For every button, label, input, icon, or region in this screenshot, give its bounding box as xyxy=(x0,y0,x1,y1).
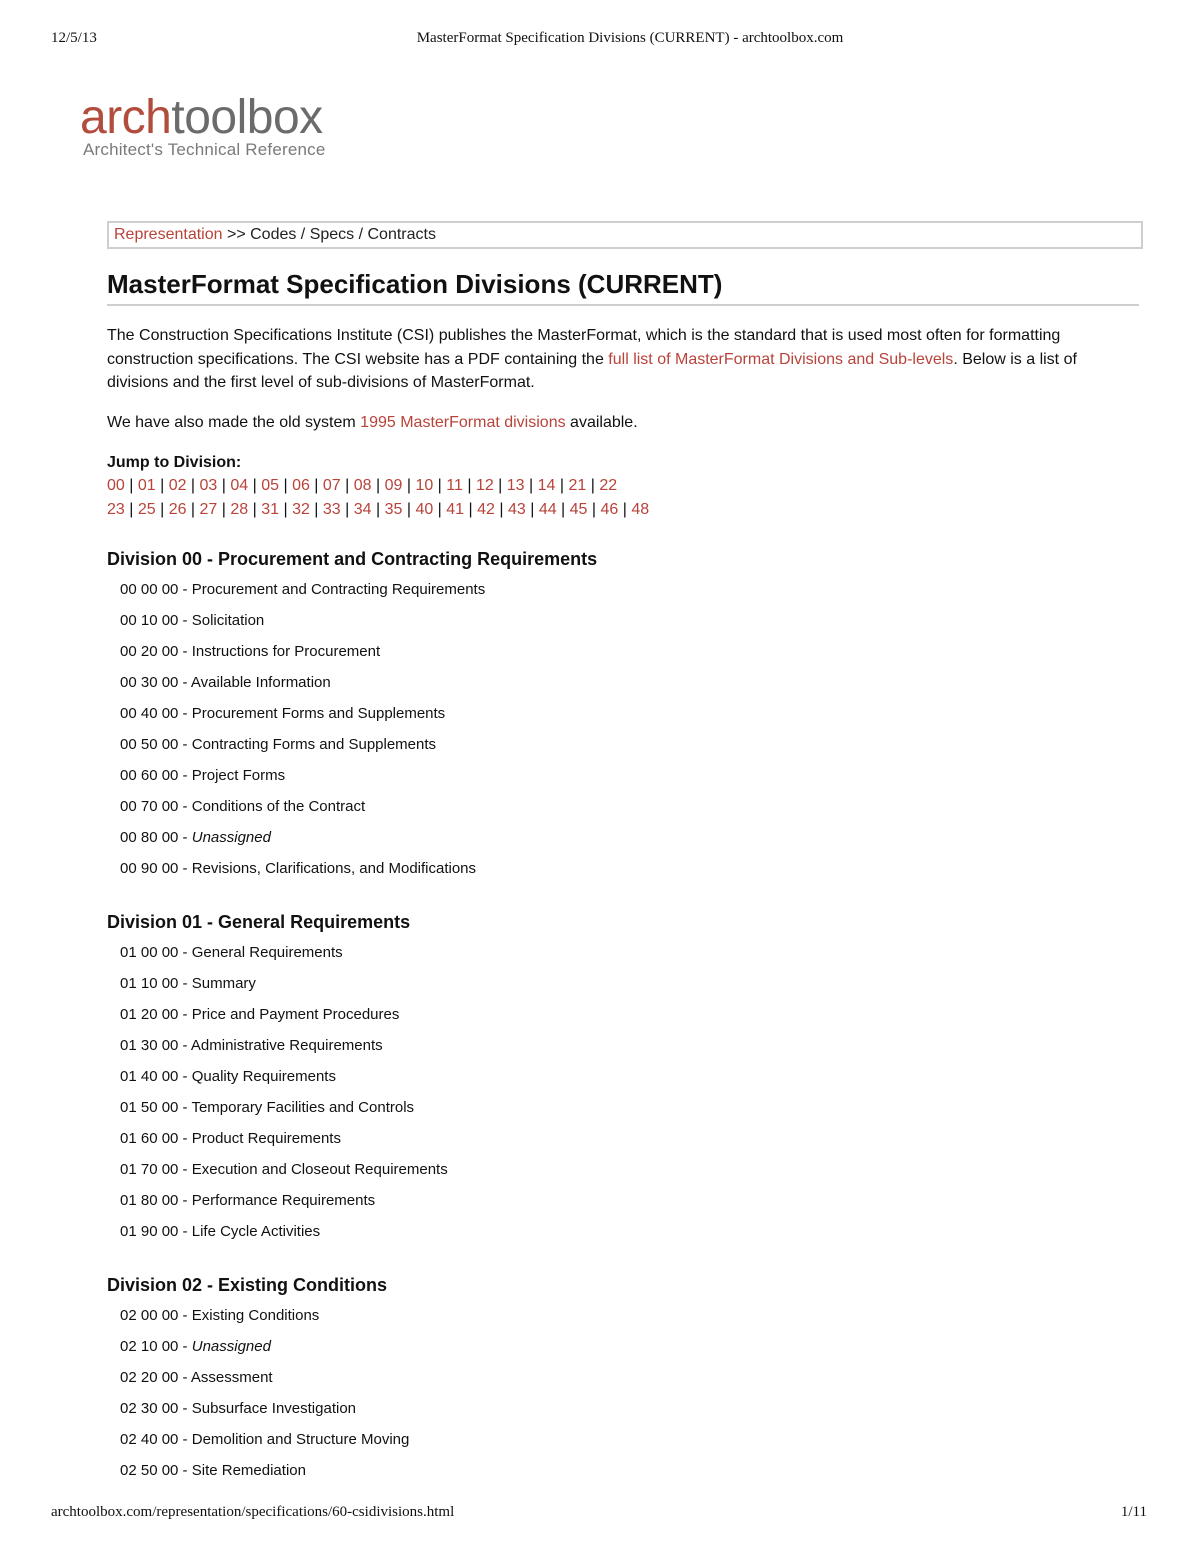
breadcrumb-current: Codes / Specs / Contracts xyxy=(250,226,436,243)
subdivision-dash: - xyxy=(178,1338,192,1355)
logo-toolbox: toolbox xyxy=(171,91,323,144)
jump-separator: | xyxy=(186,500,200,518)
jump-link-10[interactable]: 10 xyxy=(415,477,434,494)
subdivision-name: Demolition and Structure Moving xyxy=(191,1431,410,1448)
jump-link-28[interactable]: 28 xyxy=(230,500,249,518)
subdivision-dash: - xyxy=(178,1369,191,1386)
subdivision-item xyxy=(120,636,1139,667)
logo-arch: arch xyxy=(80,91,172,144)
subdivision-name: Revisions, Clarifications, and Modifications xyxy=(191,860,477,877)
jump-separator: | xyxy=(309,500,323,518)
print-date: 12/5/13 xyxy=(51,30,97,46)
jump-separator: | xyxy=(433,477,447,494)
old-system-paragraph xyxy=(107,411,1139,434)
subdivision-item xyxy=(120,1030,1139,1061)
jump-links-row-1 xyxy=(107,474,1139,498)
jump-separator: | xyxy=(124,500,138,518)
subdivision-name: Life Cycle Activities xyxy=(191,1223,321,1240)
subdivision-item xyxy=(120,1061,1139,1092)
jump-link-27[interactable]: 27 xyxy=(199,500,218,518)
subdivision-item xyxy=(120,937,1139,968)
subdivision-dash: - xyxy=(178,1192,192,1209)
subdivision-dash: - xyxy=(178,1400,192,1417)
subdivision-item xyxy=(120,667,1139,698)
jump-link-01[interactable]: 01 xyxy=(137,477,156,494)
jump-separator: | xyxy=(402,500,416,518)
print-title: MasterFormat Specification Divisions (CURRENT) - archtoolbox.com xyxy=(416,30,844,46)
subdivision-name: Procurement and Contracting Requirements xyxy=(191,581,486,598)
subdivision-item xyxy=(120,1092,1139,1123)
jump-link-43[interactable]: 43 xyxy=(507,500,526,518)
subdivision-item xyxy=(120,1362,1139,1393)
jump-link-02[interactable]: 02 xyxy=(168,477,187,494)
subdivision-name: Project Forms xyxy=(191,767,286,784)
jump-link-35[interactable]: 35 xyxy=(384,500,403,518)
subdivision-item xyxy=(120,605,1139,636)
subdivision-code: 00 60 00 xyxy=(120,767,179,784)
jump-separator: | xyxy=(556,500,570,518)
subdivision-name: General Requirements xyxy=(191,944,343,961)
subdivision-item xyxy=(120,1331,1139,1362)
also-text-before: We have also made the old system xyxy=(107,413,361,431)
jump-link-23[interactable]: 23 xyxy=(107,500,125,518)
jump-separator: | xyxy=(186,477,200,494)
jump-to-division xyxy=(107,451,1139,522)
subdivision-name: Procurement Forms and Supplements xyxy=(191,705,446,722)
subdivision-item xyxy=(120,1300,1139,1331)
subdivision-dash: - xyxy=(178,767,192,784)
jump-link-25[interactable]: 25 xyxy=(137,500,156,518)
jump-separator: | xyxy=(433,500,447,518)
subdivision-code: 01 90 00 xyxy=(120,1223,179,1240)
subdivision-item xyxy=(120,853,1139,884)
subdivision-code: 01 40 00 xyxy=(120,1068,179,1085)
jump-separator: | xyxy=(279,500,293,518)
jump-separator: | xyxy=(618,500,632,518)
subdivision-name: Execution and Closeout Requirements xyxy=(191,1161,448,1178)
jump-links-row-2 xyxy=(107,498,1139,522)
jump-separator: | xyxy=(248,477,262,494)
jump-label: Jump to Division: xyxy=(107,453,242,471)
subdivision-item xyxy=(120,760,1139,791)
subdivision-dash: - xyxy=(178,1068,192,1085)
jump-link-21[interactable]: 21 xyxy=(568,477,587,494)
jump-link-05[interactable]: 05 xyxy=(261,477,280,494)
jump-link-22[interactable]: 22 xyxy=(599,477,618,494)
subdivision-item xyxy=(120,698,1139,729)
subdivision-dash: - xyxy=(178,1161,192,1178)
jump-link-44[interactable]: 44 xyxy=(538,500,557,518)
jump-link-46[interactable]: 46 xyxy=(600,500,619,518)
page-title: MasterFormat Specification Divisions (CURRENT) xyxy=(107,268,1139,306)
jump-separator: | xyxy=(524,477,538,494)
subdivision-item xyxy=(120,574,1139,605)
jump-link-13[interactable]: 13 xyxy=(506,477,525,494)
logo-wordmark xyxy=(80,92,380,144)
subdivision-name: Summary xyxy=(191,975,256,992)
jump-link-48[interactable]: 48 xyxy=(631,500,650,518)
subdivision-code: 00 70 00 xyxy=(120,798,179,815)
subdivision-name: Site Remediation xyxy=(191,1462,306,1479)
jump-link-07[interactable]: 07 xyxy=(322,477,341,494)
jump-separator: | xyxy=(494,500,508,518)
subdivision-name: Conditions of the Contract xyxy=(191,798,366,815)
subdivision-name: Performance Requirements xyxy=(191,1192,376,1209)
subdivision-code: 00 30 00 xyxy=(120,674,179,691)
jump-separator: | xyxy=(586,477,600,494)
subdivision-code: 00 40 00 xyxy=(120,705,179,722)
subdivision-item xyxy=(120,1154,1139,1185)
jump-separator: | xyxy=(402,477,416,494)
subdivision-code: 02 40 00 xyxy=(120,1431,179,1448)
subdivision-name: Temporary Facilities and Controls xyxy=(191,1099,415,1116)
breadcrumb xyxy=(107,221,1143,249)
subdivision-item xyxy=(120,822,1139,853)
subdivision-code: 02 00 00 xyxy=(120,1307,179,1324)
subdivision-name: Subsurface Investigation xyxy=(191,1400,357,1417)
subdivision-dash: - xyxy=(178,1099,192,1116)
subdivision-dash: - xyxy=(178,1130,192,1147)
print-page-number: 1/11 xyxy=(1120,1504,1147,1520)
divisions-list xyxy=(107,548,1139,1486)
subdivision-item xyxy=(120,999,1139,1030)
subdivision-item xyxy=(120,1123,1139,1154)
subdivision-name: Product Requirements xyxy=(191,1130,341,1147)
subdivision-code: 00 80 00 xyxy=(120,829,179,846)
subdivision-name: Unassigned xyxy=(191,829,271,846)
subdivision-name: Quality Requirements xyxy=(191,1068,336,1085)
jump-link-04[interactable]: 04 xyxy=(230,477,249,494)
jump-link-34[interactable]: 34 xyxy=(353,500,372,518)
jump-separator: | xyxy=(525,500,539,518)
subdivision-dash: - xyxy=(178,705,192,722)
jump-separator: | xyxy=(217,477,231,494)
subdivision-name: Instructions for Procurement xyxy=(191,643,381,660)
jump-link-40[interactable]: 40 xyxy=(415,500,434,518)
subdivision-name: Contracting Forms and Supplements xyxy=(191,736,437,753)
subdivision-code: 02 30 00 xyxy=(120,1400,179,1417)
subdivision-dash: - xyxy=(178,612,192,629)
intro-text-after: . Below is a list of divisions and the first level of sub-divisions of MasterFormat. xyxy=(107,350,1077,391)
subdivision-code: 02 50 00 xyxy=(120,1462,179,1479)
intro-text-before: The Construction Specifications Institute (CSI) publishes the MasterFormat, which is the standard that is used most often for formatting construction specifications. The CSI website has a PDF containing the xyxy=(107,327,1061,368)
subdivision-dash: - xyxy=(178,643,192,660)
jump-link-45[interactable]: 45 xyxy=(569,500,588,518)
division-title: Division 02 - Existing Conditions xyxy=(107,1275,388,1295)
subdivision-code: 01 00 00 xyxy=(120,944,179,961)
subdivision-name: Solicitation xyxy=(191,612,265,629)
division-title: Division 00 - Procurement and Contracting Requirements xyxy=(107,549,598,569)
subdivision-code: 00 00 00 xyxy=(120,581,179,598)
subdivision-item xyxy=(120,1185,1139,1216)
subdivision-name: Unassigned xyxy=(191,1338,271,1355)
logo-tagline: Architect's Technical Reference xyxy=(83,140,326,159)
jump-separator: | xyxy=(587,500,601,518)
subdivision-name: Price and Payment Procedures xyxy=(191,1006,400,1023)
site-logo[interactable] xyxy=(80,92,380,162)
subdivision-item xyxy=(120,791,1139,822)
subdivision-code: 01 60 00 xyxy=(120,1130,179,1147)
subdivision-item xyxy=(120,968,1139,999)
subdivision-dash: - xyxy=(178,1006,192,1023)
jump-link-12[interactable]: 12 xyxy=(475,477,494,494)
subdivision-item xyxy=(120,1455,1139,1486)
subdivision-name: Administrative Requirements xyxy=(190,1037,383,1054)
jump-link-09[interactable]: 09 xyxy=(384,477,403,494)
breadcrumb-link-representation[interactable]: Representation xyxy=(114,226,223,243)
subdivision-dash: - xyxy=(178,1307,192,1324)
jump-link-11[interactable]: 11 xyxy=(446,477,463,494)
subdivision-code: 00 90 00 xyxy=(120,860,179,877)
jump-separator: | xyxy=(462,477,476,494)
subdivision-item xyxy=(120,1393,1139,1424)
subdivision-name: Assessment xyxy=(190,1369,273,1386)
subdivision-list xyxy=(107,937,1139,1247)
division-section xyxy=(107,911,1139,1247)
subdivision-dash: - xyxy=(178,975,192,992)
subdivision-dash: - xyxy=(178,736,192,753)
jump-link-31[interactable]: 31 xyxy=(261,500,280,518)
jump-separator: | xyxy=(371,477,385,494)
jump-link-26[interactable]: 26 xyxy=(168,500,187,518)
subdivision-code: 02 20 00 xyxy=(120,1369,179,1386)
subdivision-list xyxy=(107,574,1139,884)
main-content xyxy=(107,268,1139,1486)
jump-separator: | xyxy=(124,477,138,494)
breadcrumb-separator: >> xyxy=(226,226,246,243)
subdivision-dash: - xyxy=(178,944,192,961)
subdivision-code: 01 50 00 xyxy=(120,1099,179,1116)
subdivision-code: 01 70 00 xyxy=(120,1161,179,1178)
subdivision-dash: - xyxy=(178,1037,191,1054)
subdivision-item xyxy=(120,1216,1139,1247)
subdivision-code: 00 10 00 xyxy=(120,612,179,629)
jump-link-00[interactable]: 00 xyxy=(107,477,125,494)
jump-separator: | xyxy=(493,477,507,494)
subdivision-code: 01 80 00 xyxy=(120,1192,179,1209)
jump-link-03[interactable]: 03 xyxy=(199,477,218,494)
subdivision-dash: - xyxy=(178,1462,192,1479)
jump-separator: | xyxy=(309,477,323,494)
subdivision-dash: - xyxy=(178,1431,192,1448)
jump-link-41[interactable]: 41 xyxy=(446,500,465,518)
subdivision-code: 01 30 00 xyxy=(120,1037,179,1054)
jump-separator: | xyxy=(155,500,169,518)
subdivision-dash: - xyxy=(178,860,192,877)
subdivision-dash: - xyxy=(178,798,192,815)
subdivision-dash: - xyxy=(178,829,192,846)
subdivision-dash: - xyxy=(178,674,191,691)
subdivision-dash: - xyxy=(178,581,192,598)
jump-link-08[interactable]: 08 xyxy=(353,477,372,494)
subdivision-item xyxy=(120,1424,1139,1455)
subdivision-code: 01 20 00 xyxy=(120,1006,179,1023)
print-url: archtoolbox.com/representation/specifications/60-csidivisions.html xyxy=(51,1504,455,1520)
subdivision-code: 02 10 00 xyxy=(120,1338,179,1355)
jump-separator: | xyxy=(279,477,293,494)
also-text-after: available. xyxy=(565,413,638,431)
jump-link-14[interactable]: 14 xyxy=(537,477,556,494)
jump-link-42[interactable]: 42 xyxy=(477,500,495,518)
intro-paragraph xyxy=(107,324,1139,395)
division-section xyxy=(107,1274,1139,1486)
jump-separator: | xyxy=(340,477,354,494)
subdivision-name: Available Information xyxy=(190,674,331,691)
subdivision-name: Existing Conditions xyxy=(191,1307,320,1324)
jump-link-32[interactable]: 32 xyxy=(292,500,310,518)
jump-separator: | xyxy=(464,500,478,518)
jump-link-33[interactable]: 33 xyxy=(322,500,341,518)
subdivision-code: 00 50 00 xyxy=(120,736,179,753)
jump-link-06[interactable]: 06 xyxy=(292,477,310,494)
jump-separator: | xyxy=(555,477,569,494)
division-section xyxy=(107,548,1139,884)
full-list-link[interactable]: full list of MasterFormat Divisions and Sub-levels xyxy=(608,350,954,368)
jump-separator: | xyxy=(217,500,231,518)
print-header xyxy=(0,30,1200,50)
subdivision-code: 00 20 00 xyxy=(120,643,179,660)
subdivision-item xyxy=(120,729,1139,760)
jump-separator: | xyxy=(340,500,354,518)
jump-separator: | xyxy=(371,500,385,518)
subdivision-code: 01 10 00 xyxy=(120,975,179,992)
subdivision-dash: - xyxy=(178,1223,192,1240)
jump-separator: | xyxy=(248,500,262,518)
print-footer xyxy=(0,1504,1200,1524)
subdivision-list xyxy=(107,1300,1139,1486)
1995-masterformat-link[interactable]: 1995 MasterFormat divisions xyxy=(360,413,566,431)
jump-separator: | xyxy=(155,477,169,494)
division-title: Division 01 - General Requirements xyxy=(107,912,411,932)
